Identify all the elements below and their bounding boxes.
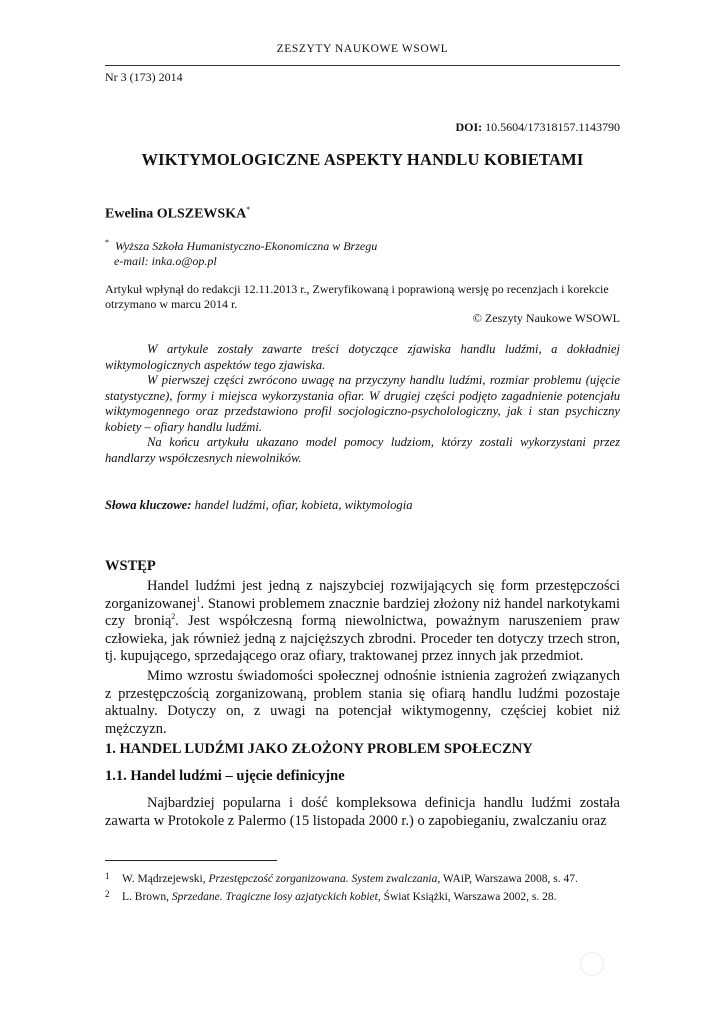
doi-value[interactable]: 10.5604/17318157.1143790	[485, 120, 620, 134]
footnote-2	[105, 891, 620, 903]
abstract	[105, 342, 620, 466]
intro-paragraph-2	[105, 668, 620, 738]
footnote-author: L. Brown,	[122, 891, 172, 903]
article-title: WIKTYMOLOGICZNE ASPEKTY HANDLU KOBIETAMI	[141, 150, 584, 169]
keywords-label: Słowa kluczowe:	[105, 498, 192, 512]
footnote-rest: , WAiP, Warszawa 2008, s. 47.	[437, 873, 578, 885]
running-head-journal: ZESZYTY NAUKOWE WSOWL	[276, 43, 449, 55]
affiliation-email[interactable]: e-mail: inka.o@op.pl	[114, 254, 217, 268]
doi-label: DOI:	[455, 120, 483, 134]
abstract-paragraph: Na końcu artykułu ukazano model pomocy ludziom, którzy zostali wykorzystani przez handlarzy współczesnych niewolników.	[105, 435, 620, 465]
intro-p1-text-a: Handel ludźmi jest jedną z najszybciej rozwijających się form przestępczości zorganizowanej	[105, 578, 620, 612]
section-1-1-paragraph	[105, 795, 620, 830]
footnote-1	[105, 873, 620, 885]
footnote-number: 1	[105, 871, 110, 881]
intro-p1-text-b: . Stanowi problemem znacznie bardziej złożony niż handel narkotykami czy bronią	[105, 595, 620, 630]
footnote-number: 2	[105, 889, 110, 899]
keywords	[105, 498, 413, 513]
section-1-heading: 1. HANDEL LUDŹMI JAKO ZŁOŻONY PROBLEM SPOŁECZNY	[105, 741, 533, 757]
footnote-author: W. Mądrzejewski,	[122, 873, 209, 885]
author-mark: *	[246, 205, 251, 214]
issue-number: Nr 3 (173) 2014	[105, 70, 183, 84]
affiliation-mark: *	[105, 238, 109, 247]
abstract-paragraph: W artykule zostały zawarte treści dotyczące zjawiska handlu ludźmi, a dokładniej wiktymologicznych aspektów tego zjawiska.	[105, 342, 620, 372]
keywords-value: handel ludźmi, ofiar, kobieta, wiktymologia	[194, 498, 413, 512]
received-note: Artykuł wpłynął do redakcji 12.11.2013 r., Zweryfikowaną i poprawioną wersję po recenzjach i korekcie otrzymano w marcu 2014 r.	[105, 282, 609, 311]
copyright-note: © Zeszyty Naukowe WSOWL	[472, 311, 620, 325]
header-rule	[105, 65, 620, 66]
watermark-logo	[580, 952, 604, 976]
footnote-title: Przestępczość zorganizowana. System zwalczania	[208, 873, 438, 885]
affiliation	[105, 235, 377, 269]
affiliation-institution: Wyższa Szkoła Humanistyczno-Ekonomiczna w Brzegu	[115, 239, 378, 253]
section-1-1-heading: 1.1. Handel ludźmi – ujęcie definicyjne	[105, 768, 345, 784]
footnote-rest: , Świat Książki, Warszawa 2002, s. 28.	[377, 891, 557, 903]
footnote-ref-2[interactable]: 2	[171, 612, 176, 622]
author-name: Ewelina OLSZEWSKA	[105, 206, 247, 222]
intro-p2-text: Mimo wzrostu świadomości społecznej odnośnie istnienia zagrożeń związanych z przestępczością zorganizowaną, problem stania się ofiarą handlu ludźmi pozostaje aktualny. Dotyczy on, z uwagi na potencjał wiktymogenny, częściej kobiet niż mężczyzn.	[105, 668, 620, 737]
intro-heading: WSTĘP	[105, 558, 156, 574]
footnote-ref-1[interactable]: 1	[196, 594, 201, 604]
intro-paragraph-1	[105, 578, 620, 666]
footnote-rule	[105, 860, 277, 861]
footnote-title: Sprzedane. Tragiczne losy azjatyckich kobiet	[171, 891, 378, 903]
author	[105, 205, 250, 223]
abstract-paragraph: W pierwszej części zwrócono uwagę na przyczyny handlu ludźmi, rozmiar problemu (ujęcie statystyczne), formy i miejsca wykorzystania ofiar. W drugiej części podjęto zagadnienie potencjału wiktymogennego oraz przedstawiono profil socjologiczno-psycholologiczny, jak i stan psychiczny kobiety – ofiary handlu ludźmi.	[105, 373, 620, 434]
doi-line	[455, 120, 620, 135]
section-1-1-text: Najbardziej popularna i dość kompleksowa definicja handlu ludźmi została zawarta w Protokole z Palermo (15 listopada 2000 r.) o zapobieganiu, zwalczaniu oraz	[105, 795, 620, 829]
intro-p1-text-c: . Jest współczesną formą niewolnictwa, poważnym naruszeniem praw człowieka, jak również jedną z najcięższych zbrodni. Proceder ten dotyczy trzech stron, tj. kupującego, sprzedającego oraz ofiary, traktowanej przez innych jak przedmiot.	[105, 613, 620, 665]
